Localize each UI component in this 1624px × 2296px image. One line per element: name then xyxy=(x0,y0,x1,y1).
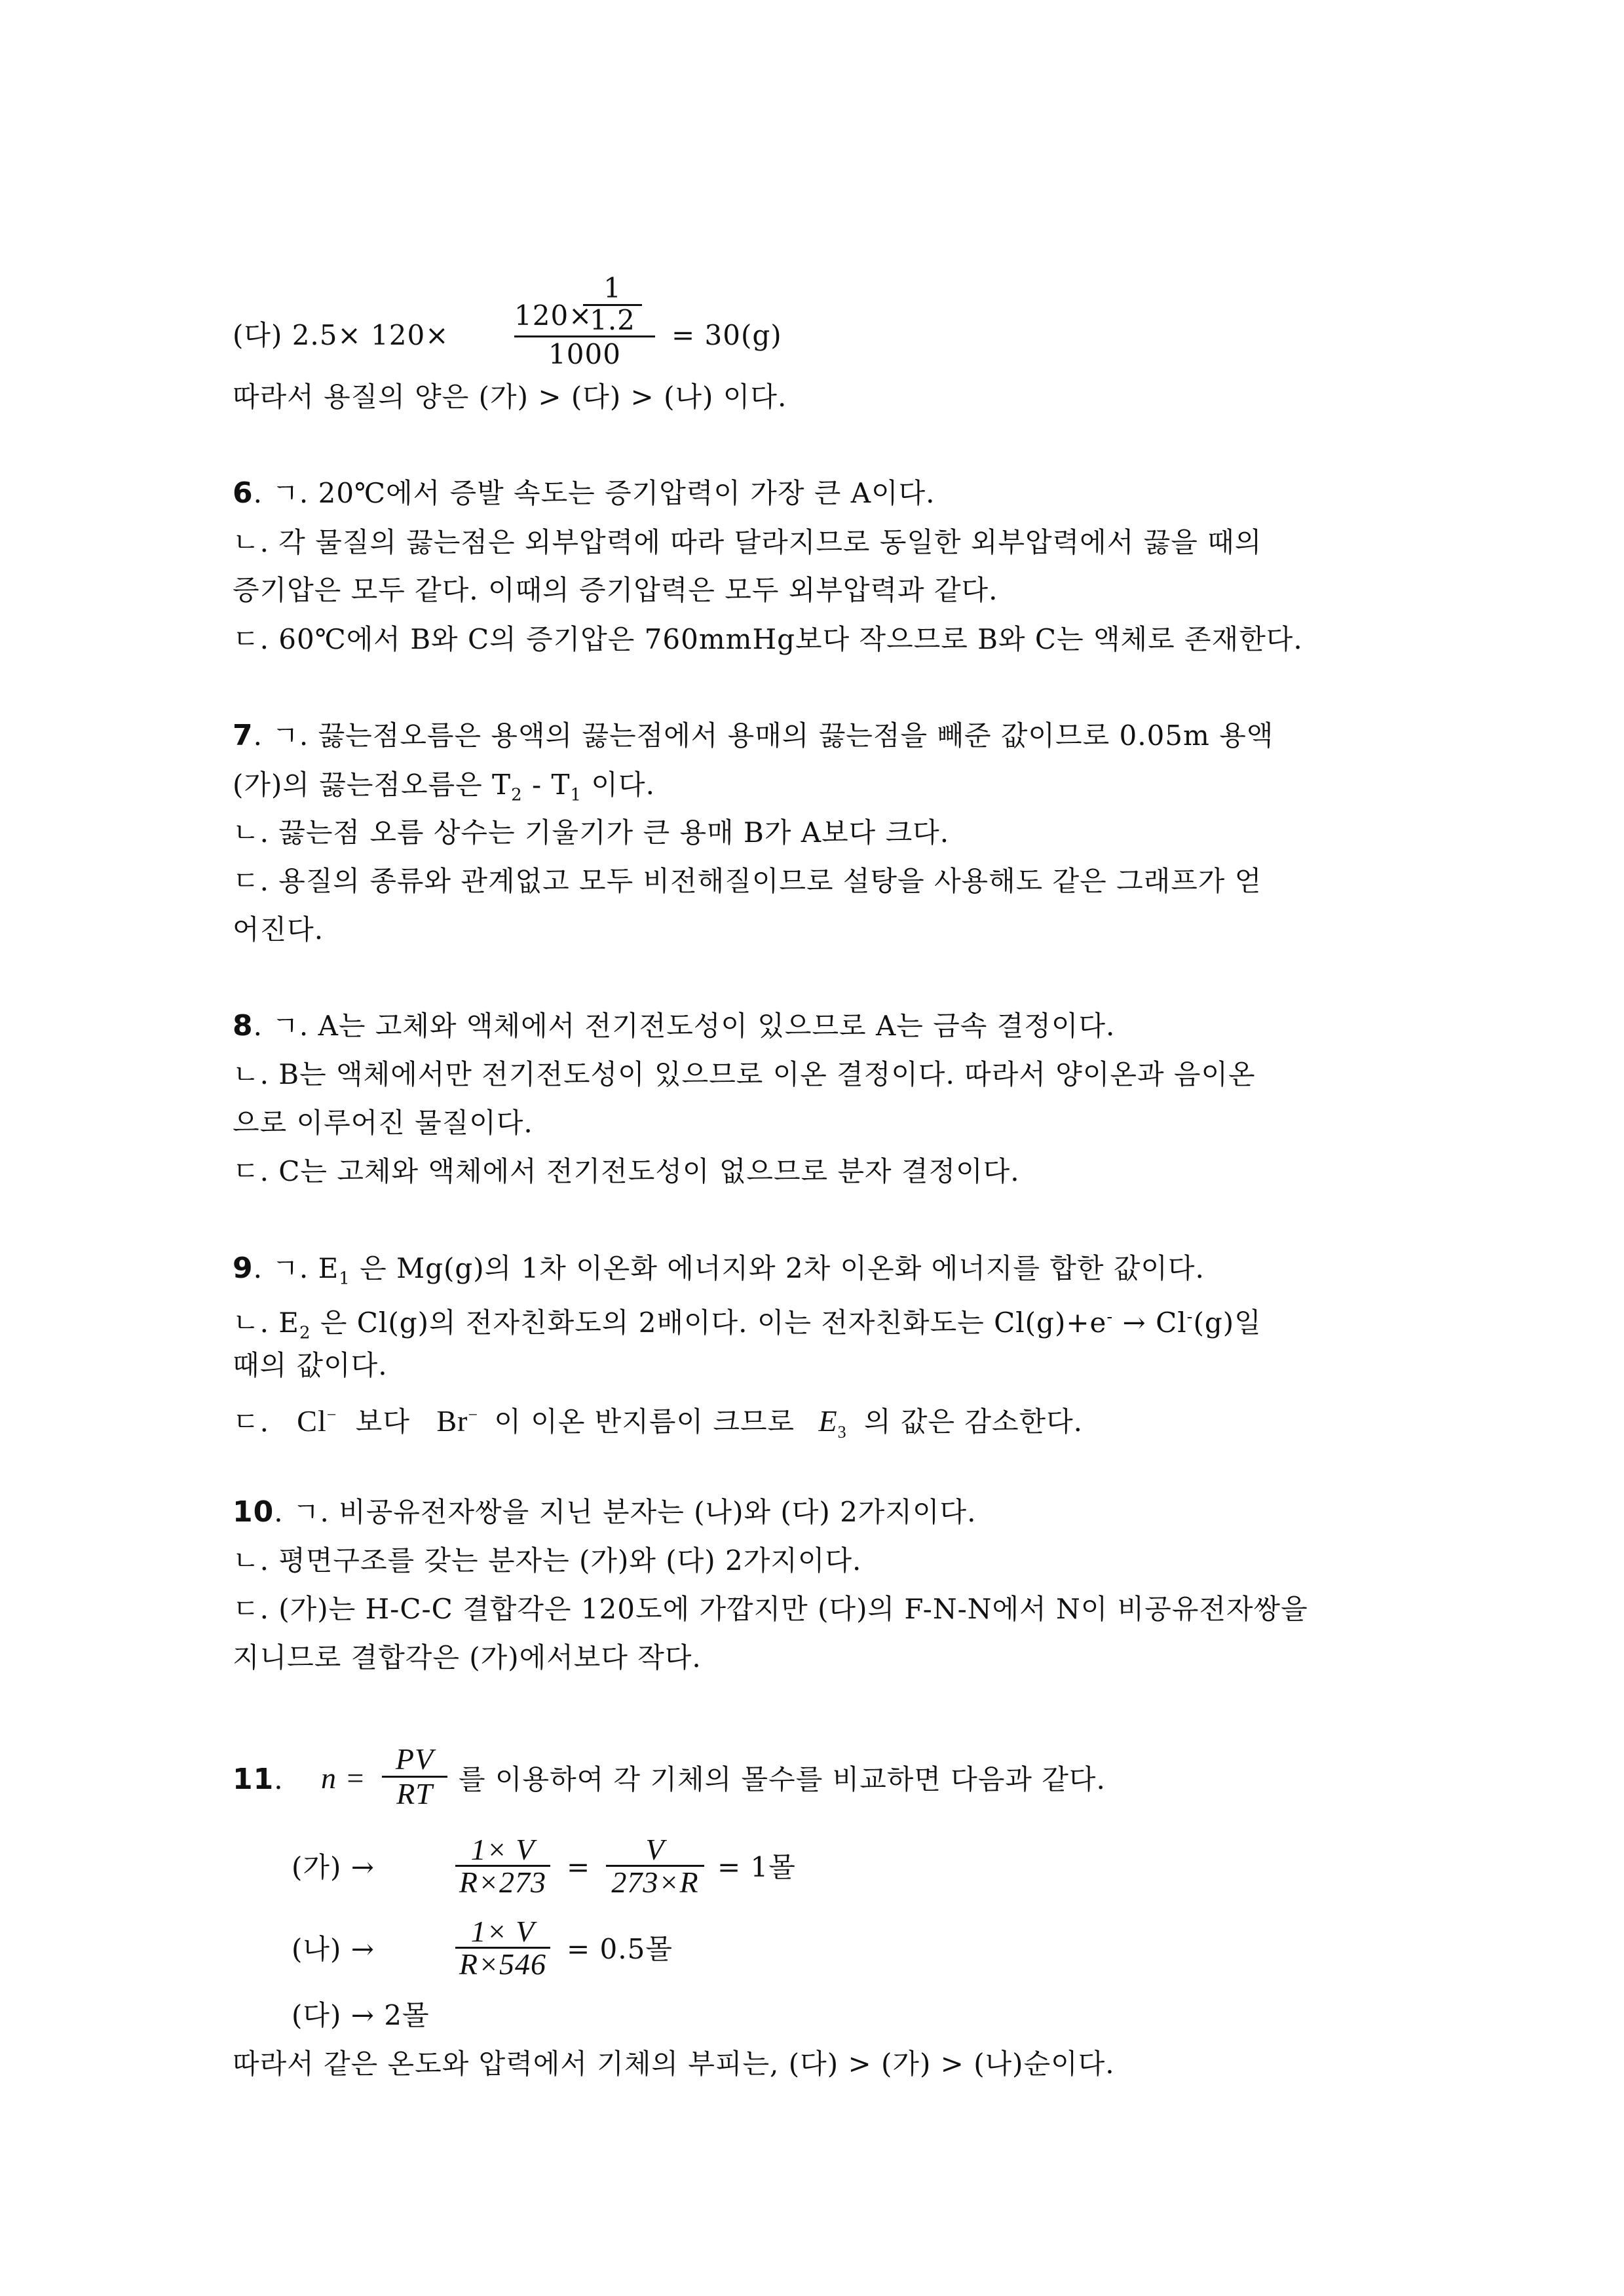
q11-number: 11 xyxy=(233,1763,274,1796)
q9-text-1a: . ㄱ. E xyxy=(253,1252,339,1284)
q8-line-4: ㄷ. C는 고체와 액체에서 전기전도성이 없으므로 분자 결정이다. xyxy=(233,1155,1020,1187)
q9-chloride-ion xyxy=(297,1404,337,1438)
q9-text-4d: 의 값은 감소한다. xyxy=(863,1406,1084,1438)
q6-line-1 xyxy=(233,475,935,512)
q11-na-num: 1× V xyxy=(470,1915,535,1948)
q5-outer-den: 1000 xyxy=(514,335,655,372)
q9-sup-electron: - xyxy=(1106,1307,1114,1327)
q11-rt: RT xyxy=(382,1776,447,1810)
q9-text-1b: 은 Mg(g)의 1차 이온화 에너지와 2차 이온화 에너지를 합한 값이다. xyxy=(350,1252,1205,1284)
q9-text-4a: ㄷ. xyxy=(233,1406,269,1438)
q6-line-3: 증기압은 모두 같다. 이때의 증기압력은 모두 외부압력과 같다. xyxy=(233,574,998,606)
q7-sub-1: 1 xyxy=(570,785,582,805)
q11-intro: 를 이용하여 각 기체의 몰수를 비교하면 다음과 같다. xyxy=(459,1763,1106,1795)
q10-line-2: ㄴ. 평면구조를 갖는 분자는 (가)와 (다) 2가지이다. xyxy=(233,1544,862,1577)
q11-na-label: (나) → xyxy=(292,1933,375,1965)
q9-sub-2: 2 xyxy=(299,1323,311,1343)
q8-text-1: . ㄱ. A는 고체와 액체에서 전기전도성이 있으므로 A는 금속 결정이다. xyxy=(253,1010,1116,1042)
q9-cl-symbol: Cl xyxy=(297,1404,327,1438)
q11-na-fraction xyxy=(455,1917,550,1980)
q11-ga-den2: 273×R xyxy=(606,1865,704,1898)
q5-inner-frac-num: 1 xyxy=(603,272,622,304)
q9-text-2c: → Cl xyxy=(1113,1307,1187,1339)
q11-ga-num: 1× V xyxy=(470,1833,535,1866)
q6-text-1: . ㄱ. 20℃에서 증발 속도는 증기압력이 가장 큰 A이다. xyxy=(253,477,935,509)
q9-text-4b: 보다 xyxy=(355,1406,410,1438)
q9-text-2b: 은 Cl(g)의 전자친화도의 2배이다. 이는 전자친화도는 Cl(g)+e xyxy=(311,1307,1107,1339)
q11-ga-equals: = xyxy=(567,1851,591,1883)
q7-text-2c: 이다. xyxy=(582,769,655,801)
q9-e3 xyxy=(818,1404,847,1442)
q7-line-2 xyxy=(233,767,655,813)
q11-n-equals: n = xyxy=(321,1761,366,1795)
q11-conclusion: 따라서 같은 온도와 압력에서 기체의 부피는, (다) > (가) > (나)순이다. xyxy=(233,2048,1115,2080)
q7-line-4: ㄷ. 용질의 종류와 관계없고 모두 비전해질이므로 설탕을 사용해도 같은 그래프가 얻 xyxy=(233,865,1262,897)
q11-ga-label: (가) → xyxy=(292,1851,375,1883)
q5-result: = 30(g) xyxy=(671,319,782,351)
q9-sub-1: 1 xyxy=(339,1269,350,1289)
q9-e-symbol: E xyxy=(818,1404,838,1438)
q8-line-2: ㄴ. B는 액체에서만 전기전도성이 있으므로 이온 결정이다. 따라서 양이온과 음이온 xyxy=(233,1058,1256,1090)
q7-line-5: 어진다. xyxy=(233,913,324,946)
q7-sub-2: 2 xyxy=(511,785,523,805)
q11-ga-fraction-1 xyxy=(455,1835,550,1898)
q10-line-3: ㄷ. (가)는 H-C-C 결합각은 120도에 가깝지만 (다)의 F-N-N에서 N이 비공유전자쌍을 xyxy=(233,1593,1308,1625)
q11-ga-fraction-2 xyxy=(606,1835,704,1898)
q5-fraction xyxy=(514,272,655,372)
q9-text-2a: ㄴ. E xyxy=(233,1307,299,1339)
q5-label: (다) 2.5× 120× xyxy=(233,319,449,351)
q9-line-1 xyxy=(233,1250,1205,1297)
q6-number: 6 xyxy=(233,476,254,510)
q7-line-1 xyxy=(233,718,1274,754)
q10-number: 10 xyxy=(233,1495,274,1529)
q5-inner-num-top: 120× xyxy=(514,299,593,332)
q11-pv-rt-fraction xyxy=(382,1743,447,1810)
q8-line-1 xyxy=(233,1008,1115,1044)
q8-number: 8 xyxy=(233,1009,254,1043)
q9-br-symbol: Br xyxy=(436,1404,468,1438)
q7-line-3: ㄴ. 끓는점 오름 상수는 기울기가 큰 용매 B가 A보다 크다. xyxy=(233,816,950,849)
q9-br-charge: − xyxy=(468,1406,478,1425)
q10-text-1: . ㄱ. 비공유전자쌍을 지닌 분자는 (나)와 (다) 2가지이다. xyxy=(274,1496,977,1528)
q7-text-2b: - T xyxy=(522,769,571,801)
q11-number-wrap xyxy=(233,1761,284,1798)
q9-line-4 xyxy=(233,1397,1083,1451)
q11-da-line: (다) → 2몰 xyxy=(292,1999,430,2031)
q6-line-2: ㄴ. 각 물질의 끓는점은 외부압력에 따라 달라지므로 동일한 외부압력에서 끓을 때의 xyxy=(233,526,1262,558)
q9-number: 9 xyxy=(233,1252,254,1285)
q11-pv: PV xyxy=(395,1742,434,1776)
q7-text-1: . ㄱ. 끓는점오름은 용액의 끓는점에서 용매의 끓는점을 빼준 값이므로 0.05m 용액 xyxy=(253,719,1274,752)
q11-ga-num2: V xyxy=(645,1833,665,1866)
q11-na-den: R×546 xyxy=(455,1947,550,1980)
q6-line-4: ㄷ. 60℃에서 B와 C의 증기압은 760mmHg보다 작으므로 B와 C는 액체로 존재한다. xyxy=(233,623,1303,655)
q9-line-2 xyxy=(233,1299,1262,1351)
q5-conclusion: 따라서 용질의 양은 (가) > (다) > (나) 이다. xyxy=(233,381,787,413)
q5-inner-frac-den: 1.2 xyxy=(583,304,642,335)
q9-line-3: 때의 값이다. xyxy=(233,1349,388,1381)
q7-number: 7 xyxy=(233,719,254,752)
q10-line-4: 지니므로 결합각은 (가)에서보다 작다. xyxy=(233,1641,702,1674)
q9-e-subscript: 3 xyxy=(837,1423,847,1442)
q9-text-2d: (g)일 xyxy=(1193,1307,1262,1339)
q10-line-1 xyxy=(233,1494,976,1531)
q7-text-2a: (가)의 끓는점오름은 T xyxy=(233,769,512,801)
q8-line-3: 으로 이루어진 물질이다. xyxy=(233,1107,533,1139)
q9-sup-chloride: - xyxy=(1186,1307,1194,1327)
q11-ga-result: = 1몰 xyxy=(717,1851,796,1883)
q9-cl-charge: − xyxy=(326,1406,337,1425)
q9-bromide-ion xyxy=(436,1404,478,1438)
q11-ga-den: R×273 xyxy=(455,1865,550,1898)
q11-dot: . xyxy=(274,1763,284,1795)
q9-text-4c: 이 이온 반지름이 크므로 xyxy=(494,1406,795,1438)
q11-na-result: = 0.5몰 xyxy=(567,1933,673,1965)
